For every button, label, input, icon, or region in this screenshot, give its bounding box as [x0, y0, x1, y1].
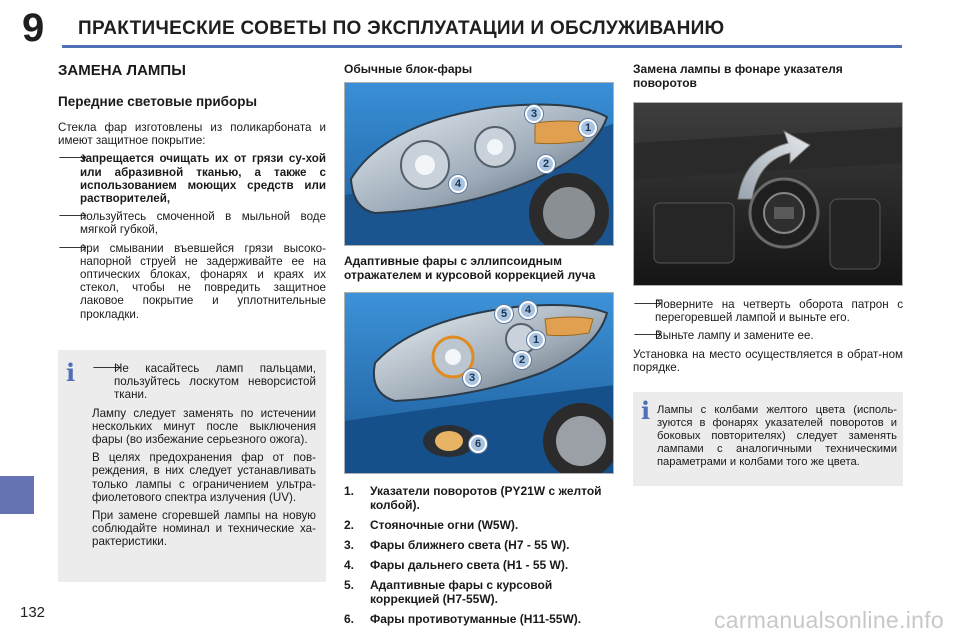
list-item: 🡒 Не касайтесь ламп пальцами, пользуйтесь лоскутом неворсистой ткани. [92, 362, 316, 402]
page-header-title: ПРАКТИЧЕСКИЕ СОВЕТЫ ПО ЭКСПЛУАТАЦИИ И ОБСЛУЖИВАНИЮ [78, 18, 725, 39]
info-paragraph: Лампы с колбами желтого цвета (исполь-зуются в фонарях указателей поворотов и боковых повторителях) следует заменять лампами с аналогичными техническими параметрами и колбами того же цвета. [657, 404, 897, 468]
list-item: 6. Фары противотуманные (H11-55W). [344, 612, 582, 626]
arrow-bullet-icon: 🡒 [58, 210, 88, 223]
list-item: 2. Стояночные огни (W5W). [344, 518, 519, 532]
reassembly-paragraph: Установка на место осуществляется в обрат-ном порядке. [633, 347, 903, 374]
photo-caption: Адаптивные фары с эллипсоидным отражателем и курсовой коррекцией луча [344, 254, 596, 282]
info-box-bulbs [633, 392, 903, 486]
subsection-title: Передние световые приборы [58, 94, 258, 109]
callout-3: 3 [525, 105, 543, 123]
page-number: 132 [20, 604, 46, 621]
list-item: 4. Фары дальнего света (H1 - 55 W). [344, 558, 569, 572]
info-icon: i [66, 358, 76, 387]
headlight-illustration [345, 83, 614, 246]
headlight-photo-adaptive [344, 292, 614, 474]
callout-4: 4 [449, 175, 467, 193]
arrow-bullet-icon: 🡒 [58, 152, 88, 165]
column-middle [344, 62, 616, 632]
list-item: 3. Фары ближнего света (H7 - 55 W). [344, 538, 570, 552]
photo-caption: Обычные блок-фары [344, 62, 473, 76]
column-left [58, 62, 326, 326]
column-right [633, 62, 903, 379]
turn-signal-photo [633, 102, 903, 286]
chapter-side-tab [0, 476, 34, 514]
callout-6: 6 [469, 435, 487, 453]
list-item: 5. Адаптивные фары с курсовой коррекцией (H7-55W). [344, 578, 553, 606]
header-rule [62, 45, 902, 48]
callout-4: 4 [519, 301, 537, 319]
chapter-number: 9 [22, 6, 45, 50]
list-item: 🡒 запрещается очищать их от грязи су-хой или абразивной тканью, а также с использованием моющих средств или растворителей, [58, 152, 326, 206]
info-box-warning [58, 350, 326, 582]
arrow-bullet-icon: 🡒 [633, 298, 663, 310]
callout-1: 1 [579, 119, 597, 137]
info-paragraph: Лампу следует заменять по истечении нескольких минут после выключения фары (во избежание серьезного ожога). [92, 406, 316, 447]
section-title: Замена лампы в фонаре указателя поворотов [633, 62, 843, 90]
headlight-photo-standard [344, 82, 614, 246]
info-paragraph: В целях предохранения фар от пов-реждения, в них следует устанавливать только лампы с ограничением ультра-фиолетового спектра излучения (UV). [92, 451, 316, 504]
arrow-bullet-icon: 🡒 [58, 241, 88, 254]
callout-3: 3 [463, 369, 481, 387]
list-item: 🡒 при смывании въевшейся грязи высоко-напорной струей не задерживайте ее на оптических блоках, фонарях и краях их стекол, чтобы не повредить защитное лаковое покрытие и уплотнительные прокладки. [58, 241, 326, 321]
callout-2: 2 [537, 155, 555, 173]
intro-paragraph: Стекла фар изготовлены из поликарбоната и имеют защитное покрытие: [58, 121, 326, 148]
callout-1: 1 [527, 331, 545, 349]
turn-signal-illustration [634, 103, 903, 286]
list-item: 1. Указатели поворотов (PY21W с желтой колбой). [344, 484, 602, 512]
list-item: 🡒 пользуйтесь смоченной в мыльной воде мягкой губкой, [58, 210, 326, 237]
info-icon: i [641, 396, 651, 425]
list-item: 🡒 Поверните на четверть оборота патрон с перегоревшей лампой и выньте его. [633, 298, 903, 325]
arrow-bullet-icon: 🡒 [633, 329, 663, 342]
callout-5: 5 [495, 305, 513, 323]
callout-2: 2 [513, 351, 531, 369]
list-item: 🡒 Выньте лампу и замените ее. [633, 329, 814, 343]
arrow-bullet-icon: 🡒 [92, 362, 122, 374]
info-paragraph: При замене сгоревшей лампы на новую соблюдайте номинал и технические ха-рактеристики. [92, 509, 316, 549]
bulb-list [344, 484, 616, 626]
watermark: carmanualsonline.info [713, 607, 944, 633]
section-title: ЗАМЕНА ЛАМПЫ [58, 62, 186, 79]
